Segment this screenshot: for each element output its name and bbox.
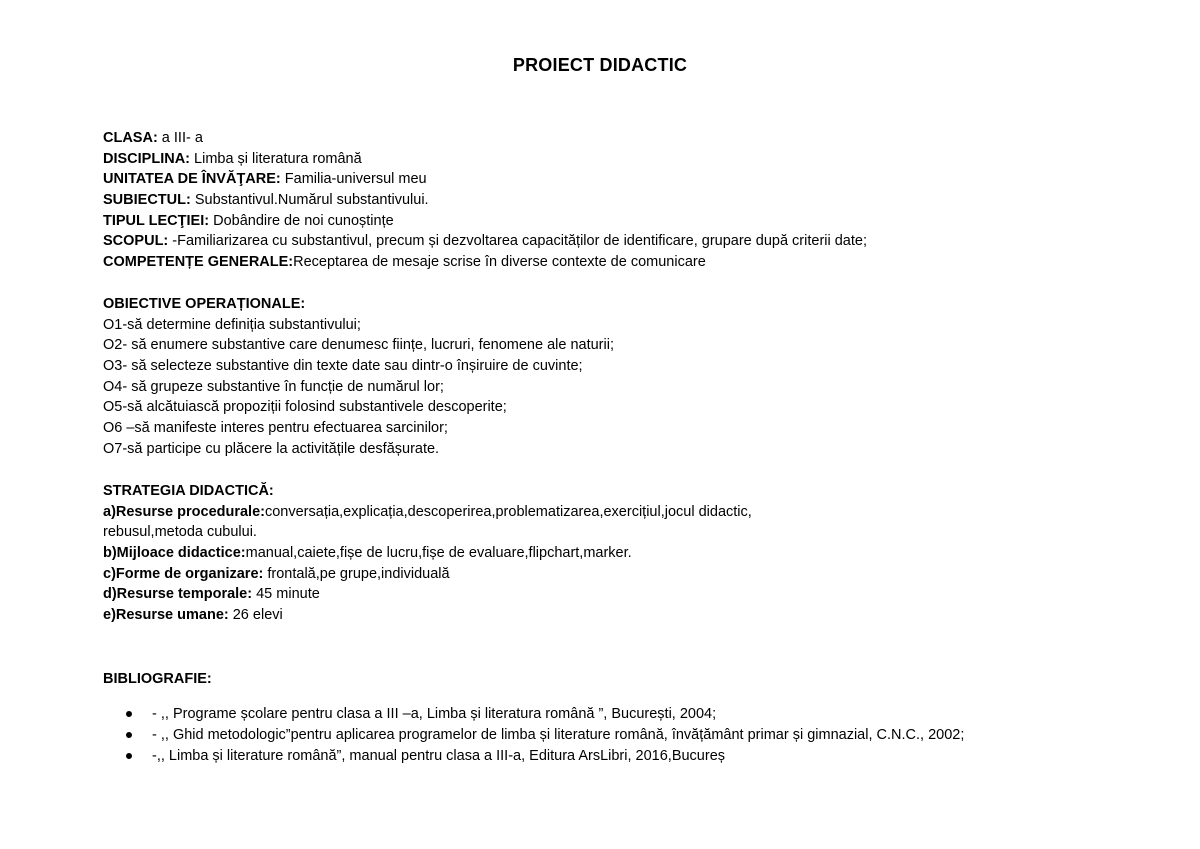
info-clasa: [103, 128, 1163, 149]
obiectiv-item: O2- să enumere substantive care denumesc ființe, lucruri, fenomene ale naturii;: [103, 337, 614, 354]
bibliografie-item-text: - ,, Programe școlare pentru clasa a III –a, Limba și literatura română ”, București, 2004;: [152, 706, 717, 722]
strategia-a-cont: rebusul,metoda cubului.: [103, 524, 257, 541]
strategia-b-label: b)Mijloace didactice:: [103, 545, 246, 562]
clasa-value: a III- a: [157, 130, 203, 146]
strategia-d-label: d)Resurse temporale:: [103, 586, 253, 603]
unitatea-label: UNITATEA DE ÎNVĂŢARE:: [103, 171, 281, 188]
bullet-icon: [126, 732, 132, 738]
lesson-info: [103, 128, 1163, 273]
competente-value: Receptarea de mesaje scrise în diverse contexte de comunicare: [293, 254, 706, 271]
clasa-label: CLASA:: [103, 130, 158, 146]
strategia-c-label: c)Forme de organizare:: [103, 565, 264, 582]
subiectul-value: Substantivul.Numărul substantivului.: [190, 192, 429, 209]
strategia-section: [103, 481, 1163, 626]
obiectiv-item: O3- să selecteze substantive din texte date sau dintr-o înșiruire de cuvinte;: [103, 358, 583, 375]
list-item: [126, 704, 1176, 725]
strategia-b: [103, 543, 1163, 564]
strategia-a-value: conversația,explicația,descoperirea,problematizarea,exercițiul,jocul didactic,: [264, 503, 752, 520]
strategia-e: [103, 605, 1163, 626]
strategia-e-value: 26 elevi: [228, 607, 283, 624]
obiective-heading: OBIECTIVE OPERAȚIONALE:: [103, 296, 306, 312]
unitatea-value: Familia-universul meu: [280, 171, 427, 188]
strategia-a: [103, 502, 1163, 523]
disciplina-value: Limba și literatura română: [190, 150, 362, 167]
bibliografie-list: [126, 704, 1176, 767]
obiective-section: [103, 294, 1163, 460]
bibliografie-heading: BIBLIOGRAFIE:: [103, 671, 212, 687]
bibliografie-item-text: - ,, Ghid metodologic”pentru aplicarea programelor de limba și literature română, învățământ primar și gimnazial, C.N.C., 2002;: [152, 727, 965, 743]
info-disciplina: [103, 149, 1163, 170]
obiectiv-item: O5-să alcătuiască propoziții folosind substantivele descoperite;: [103, 399, 507, 416]
subiectul-label: SUBIECTUL:: [103, 192, 191, 209]
strategia-heading: STRATEGIA DIDACTICĂ:: [103, 483, 274, 499]
tipul-label: TIPUL LECŢIEI:: [103, 212, 210, 229]
bullet-icon: [126, 753, 132, 759]
page-title: PROIECT DIDACTIC: [512, 55, 688, 75]
competente-label: COMPETENȚE GENERALE:: [103, 254, 294, 271]
strategia-a-label: a)Resurse procedurale:: [103, 503, 265, 520]
obiectiv-item: O6 –să manifeste interes pentru efectuarea sarcinilor;: [103, 420, 448, 437]
strategia-e-label: e)Resurse umane:: [103, 607, 229, 624]
info-subiectul: [103, 190, 1163, 211]
info-tipul: [103, 211, 1163, 232]
scopul-value: -Familiarizarea cu substantivul, precum și dezvoltarea capacităților de identificare, grupare după criterii date;: [168, 233, 867, 250]
obiectiv-item: O7-să participe cu plăcere la activitățile desfășurate.: [103, 440, 440, 457]
tipul-value: Dobândire de noi cunoștințe: [209, 212, 394, 229]
strategia-d-value: 45 minute: [252, 586, 320, 603]
scopul-label: SCOPUL:: [103, 233, 169, 250]
bibliografie-item-text: -,, Limba și literature română”, manual pentru clasa a III-a, Editura ArsLibri, 2016,Bucureș: [152, 748, 726, 764]
info-competente: [103, 252, 1163, 273]
bibliografie-section: [103, 669, 1163, 690]
disciplina-label: DISCIPLINA:: [103, 150, 190, 167]
obiectiv-item: O1-să determine definiția substantivului;: [103, 316, 361, 333]
strategia-d: [103, 584, 1163, 605]
info-scopul: [103, 231, 1163, 252]
obiectiv-item: O4- să grupeze substantive în funcție de numărul lor;: [103, 378, 444, 395]
info-unitatea: [103, 169, 1163, 190]
bullet-icon: [126, 711, 132, 717]
list-item: [126, 746, 1176, 767]
list-item: [126, 725, 1176, 746]
strategia-c: [103, 564, 1163, 585]
strategia-b-value: manual,caiete,fișe de lucru,fișe de evaluare,flipchart,marker.: [245, 545, 632, 562]
strategia-c-value: frontală,pe grupe,individuală: [263, 565, 450, 582]
